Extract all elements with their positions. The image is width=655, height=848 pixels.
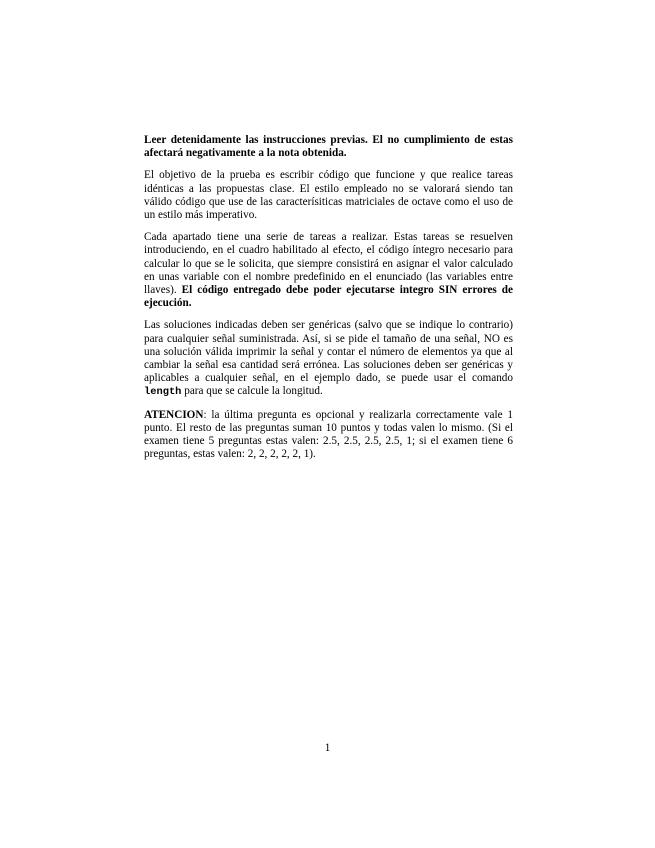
page-number: 1 <box>324 742 331 754</box>
attention-label: ATENCION <box>144 408 204 421</box>
intro-heading: Leer detenidamente las instrucciones previas. El no cumplimiento de estas afectará negativamente a la nota obtenida. <box>144 134 513 160</box>
code-length: length <box>144 386 182 399</box>
paragraph-generic-text-1: Las soluciones indicadas deben ser genéricas (salvo que se indique lo contrario) para cualquier señal suministrada. Así, si se pide el tamaño de una señal, NO es una solución válida imprimir la señal y contar el número de elementos ya que al cambiar la señal esa cantidad será errónea. Las soluciones deben ser genéricas y aplicables a cualquier señal, en el ejemplo dado, se puede usar el comando <box>144 319 513 385</box>
paragraph-tasks <box>144 231 513 310</box>
paragraph-tasks-bold: El código entregado debe poder ejecutarse integro SIN errores de ejecución. <box>144 284 513 310</box>
document-body <box>144 134 513 470</box>
paragraph-attention <box>144 409 513 462</box>
paragraph-generic <box>144 319 513 399</box>
paragraph-generic-text-2: para que se calcule la longitud. <box>184 385 323 398</box>
paragraph-objective: El objetivo de la prueba es escribir código que funcione y que realice tareas idénticas a las propuestas clase. El estilo empleado no se valorará siendo tan válido código que use de las caracterísiticas matriciales de octave como el uso de un estilo más imperativo. <box>144 169 513 222</box>
paragraph-tasks-text: Cada apartado tiene una serie de tareas a realizar. Estas tareas se resuelven introduciendo, en el cuadro habilitado al efecto, el código íntegro necesario para calcular lo que se le solicita, que siempre consistirá en asignar el valor calculado en unas variable con el nombre predefinido en el enunciado (las variables entre llaves). <box>144 231 513 297</box>
attention-text: : la última pregunta es opcional y realizarla correctamente vale 1 punto. El resto de las preguntas suman 10 puntos y todas valen lo mismo. (Si el examen tiene 5 preguntas estas valen: 2.5, 2.5, 2.5, 2.5, 1; si el examen tiene 6 preguntas, estas valen: 2, 2, 2, 2, 2, 1). <box>144 408 513 461</box>
